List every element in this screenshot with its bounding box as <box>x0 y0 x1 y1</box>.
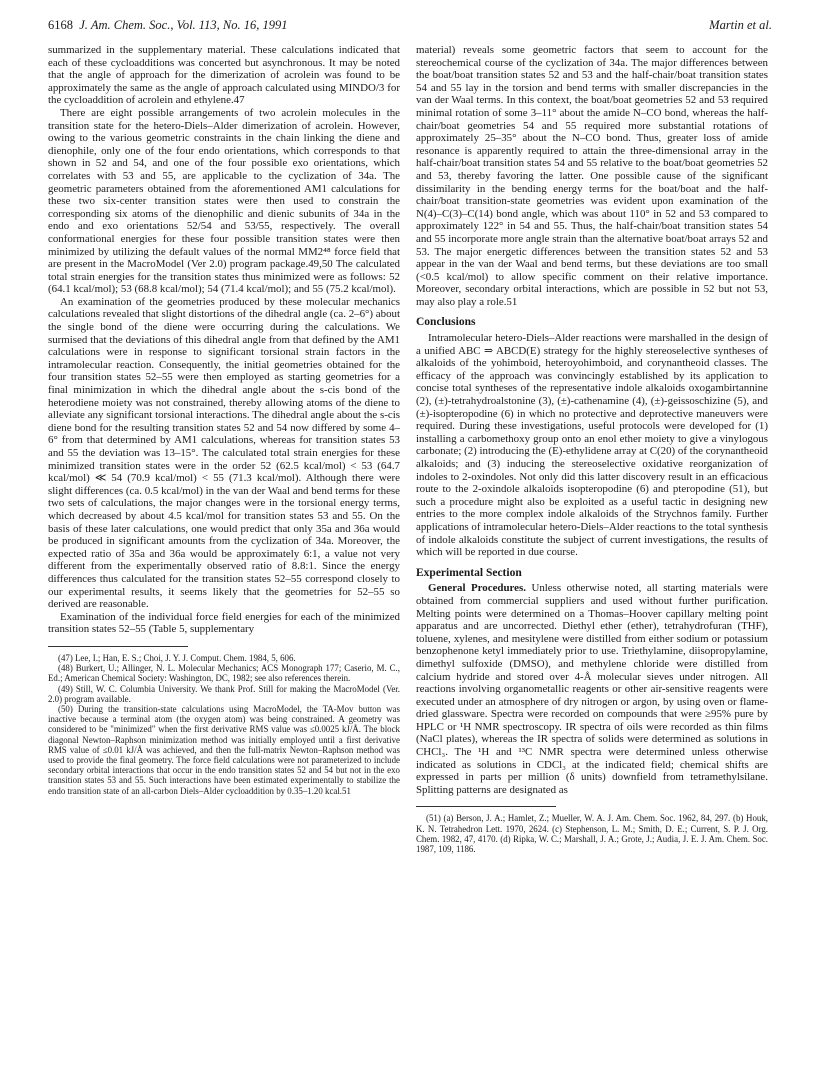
page-number: 6168 <box>48 18 73 32</box>
footnote: (47) Lee, I.; Han, E. S.; Choi, J. Y. J. Comput. Chem. 1984, 5, 606. <box>58 652 296 663</box>
running-head-authors: Martin et al. <box>709 18 772 32</box>
footnote-divider <box>416 806 556 807</box>
body-paragraph: summarized in the supplementary material. These calculations indicated that each of these cycloadditions was concerted but asynchronous. It may be noted that the angle of approach for the dimerization of acrolein was found to be approximately the same as the angle of approach calculated using MINDO/3 for the cycloaddition of acrolein and ethylene.47 <box>48 44 400 107</box>
experimental-lead: General Procedures. <box>428 582 526 595</box>
running-head-left <box>48 18 287 33</box>
footnote: (48) Burkert, U.; Allinger, N. L. Molecular Mechanics; ACS Monograph 177; Caserio, M. C., Ed.; American Chemical Society: Washington, DC, 1982; see also references therein. <box>48 663 400 684</box>
body-paragraph: There are eight possible arrangements of two acrolein molecules in the transition state for the hetero-Diels–Alder dimerization of acrolein. However, owing to the various geometric constraints in the chain linking the diene and dienophile, only one of the four endo orientations, which corresponds to that shown in 52 and 54, and one of the four possible exo orientations, which correlates with 53 and 55, are applicable to the cyclization of 34a. The geometric parameters obtained from the aforementioned AM1 calculations for these two six-center transition states were then used to constrain the corresponding six atoms of the dienophilic and dienic subunits of 34a in the endo and exo orientations 52/54 and 53/55, respectively. The overall conformational energies for these four possible transition states were then minimized by utilizing the default values of the normal MM2⁴⁸ force field that are present in the MacroModel (Ver 2.0) program package.49,50 The calculated total strain energies for the transition states thus minimized were as follows: 52 (64.1 kcal/mol); 53 (68.8 kcal/mol); 54 (71.4 kcal/mol); and 55 (75.2 kcal/mol). <box>48 106 400 296</box>
body-paragraph: An examination of the geometries produced by these molecular mechanics calculations revealed that slight distortions of the dihedral angle (ca. 2–6°) about the single bond of the diene were occurring during the calculations. We surmised that the deviations of this dihedral angle from that defined by the AM1 calculations were in response to significant torsional strain factors in the intramolecular reaction. Consequently, the initial geometries obtained for the four transition states 52–55 were then employed as starting geometries for a final minimization in which the dihedral angle about the s-cis bond of the heterodiene moiety was not constrained, thereby allowing atoms of the diene to alleviate any significant torsional interactions. The dihedral angle about the s-cis diene bond for the resulting transition states 52 and 54 now differed by some 4–6° from that determined by AM1 calculations, whereas for transition states 53 and 55 the deviation was 13–15°. The calculated total strain energies for these minimized transition states were in the order 52 (62.5 kcal/mol) < 53 (64.7 kcal/mol) ≪ 54 (70.9 kcal/mol) < 55 (71.3 kcal/mol). Although there were slight differences (ca. 0.5 kcal/mol) in the van der Waal and bend terms for these two sets of calculations, the major changes were in the torsional energy terms, which decreased by about 4.5 kcal/mol for transition states 53 and 55. On the basis of these later calculations, one would predict that only 35a and 36a would be produced in significant amounts from the cyclization of 34a. Moreover, the expected ratio of 35a and 36a would be approximately 6:1, a value not very different from the experimentally observed ratio of 8.8:1. Since the energy differences thus calculated for the transition states 52–55 correspond closely to our experimental results, it seems likely that the geometries for 52–55 so derived are reasonable. <box>48 295 400 611</box>
right-column <box>416 44 768 854</box>
experimental-heading: Experimental Section <box>416 566 522 579</box>
experimental-text: Unless otherwise noted, all starting materials were obtained from commercial suppliers and used without further purification. Melting points were determined on a Thomas–Hoover capillary melting point apparatus and are uncorrected. Diethyl ether (ether), tetrahydrofuran (THF), toluene, xylenes, and mesitylene were distilled from either sodium or potassium benzophenone ketyl immediately prior to use. Triethylamine, diisopropylamine, dimethyl sulfoxide (DMSO), and methylene chloride were distilled from calcium hydride and stored over 4-Å molecular sieves under nitrogen. All reactions involving organometallic reagents or other air-sensitive reagents were executed under an atmosphere of dry nitrogen or argon, by using oven or flame-dried glassware. Spectra were recorded on compounds that were ≥95% pure by HPLC or ¹H NMR spectroscopy. IR spectra of oils were recorded as thin films (NaCl plates), whereas the IR spectra of solids were determined as solutions in CHCl₃. The ¹H and ¹³C NMR spectra were determined unless otherwise indicated as solutions in CDCl₃ at the indicated field; chemical shifts are expressed in parts per million (δ units) downfield from tetramethylsilane. Splitting patterns are designated as <box>416 582 768 796</box>
footnote: (51) (a) Berson, J. A.; Hamlet, Z.; Mueller, W. A. J. Am. Chem. Soc. 1962, 84, 297. (b) Houk, K. N. Tetrahedron Lett. 1970, 2624. (c) Stephenson, L. M.; Smith, D. E.; Current, S. P. J. Org. Chem. 1982, 47, 4170. (d) Ripka, W. C.; Marshall, J. A.; Grote, J.; Audia, J. E. J. Am. Chem. Soc. 1987, 109, 1186. <box>416 813 768 855</box>
experimental-paragraph <box>416 582 768 796</box>
footnote: (49) Still, W. C. Columbia University. We thank Prof. Still for making the MacroModel (Ver. 2.0) program available. <box>48 683 400 704</box>
footnote-divider <box>48 646 188 647</box>
body-paragraph: material) reveals some geometric factors that seem to account for the stereochemical course of the cyclization of 34a. The major differences between the boat/boat transition states 52 and 53 and the half-chair/boat transition states 54 and 55 lay in the torsion and bend terms with smaller discrepancies in the van der Waal terms. In this context, the boat/boat geometries 52 and 53 required minimal rotation of some 3–11° about the amide N–CO bond, whereas the half-chair/boat geometries 54 and 55 required more substantial rotations of approximately 25–35° about the N–CO bond. Thus, greater loss of amide resonance is apparently required to attain the three-dimensional array in the half-chair/boat transition states 54 and 55 relative to the boat/boat geometries 52 and 53, thereby favoring the latter. One possible cause of the significant dissimilarity in the bending energy terms for the boat/boat and the half-chair/boat transition-state geometries was evident upon examination of the N(4)–C(3)–C(14) bond angle, which was about 110° in 52 and 53 compared to approximately 122° in 54 and 55. Thus, the half-chair/boat transition states 54 and 55 incorporate more angle strain than the alternative boat/boat arrays 52 and 53. The major energetic differences between the transition states 52 and 53 appear in the van der Waal and bend terms, but these deviations are too small (<0.5 kcal/mol) to allow specific comment on their relative importance. Moreover, secondary orbital interactions, which are possible in 52 but not 53, may also play a role.51 <box>416 44 768 308</box>
left-column <box>48 44 400 796</box>
conclusions-heading: Conclusions <box>416 316 476 329</box>
footnote: (50) During the transition-state calculations using MacroModel, the TA-Mov button was inactive because a terminal atom (the oxygen atom) was being constrained. A geometry was considered to be "minimized" when the first derivative RMS value was ≤0.0025 kJ/Å. The block diagonal Newton–Raphson minimization method was initially employed until a first derivative RMS value of ≤0.01 kJ/Å was achieved, and then the full-matrix Newton–Raphson method was used to provide the final geometry. The force field calculations were not parameterized to include secondary orbital interactions that occur in the endo transition states 52 and 54 but not in the exo transition states 53 and 55. Such interactions have been estimated experimentally to stabilize the endo transition state of an all-carbon Diels–Alder cycloaddition by 0.35–1.20 kcal.51 <box>48 703 400 796</box>
page-header <box>48 18 772 36</box>
body-paragraph: Examination of the individual force field energies for each of the minimized transition states 52–55 (Table 5, supplementary <box>48 610 400 636</box>
journal-citation: J. Am. Chem. Soc., Vol. 113, No. 16, 1991 <box>79 18 288 32</box>
conclusions-paragraph: Intramolecular hetero-Diels–Alder reactions were marshalled in the design of a unified ABC ⇒ ABCD(E) strategy for the highly stereoselective syntheses of alkaloids of the yohimboid, heteroyohimboid, and corynantheoid classes. The efficacy of the approach was convincingly established by its application to concise total syntheses of the representative indole alkaloids oxogambirtannine (2), (±)-tetrahydroalstonine (3), (±)-cathenamine (4), (±)-geissoschizine (5), and (±)-isopteropodine (6) in which no protective and deprotective maneuvers were required. During these investigations, useful protocols were developed for (1) installing a carbomethoxy group onto an enol ether moiety to give a vinylogous carbonate; (2) introducing the (E)-ethylidene array at C(20) of the corynantheoid alkaloids; and (3) inducing the stereoselective oxidative reorganization of indoles to 2-oxindoles. Not only did this latter discovery result in an efficacious route to the 2-oxindole alkaloids isopteropodine (6) and pteropodine (51), but such a procedure might also be exploited as a useful tactic in designing new entries to the more complex indole alkaloids of the Strychnos family. Further applications of intramolecular hetero-Diels–Alder reactions to the total synthesis of indole alkaloids constitute the subject of current investigations, the results of which will be reported in due course. <box>416 332 768 559</box>
